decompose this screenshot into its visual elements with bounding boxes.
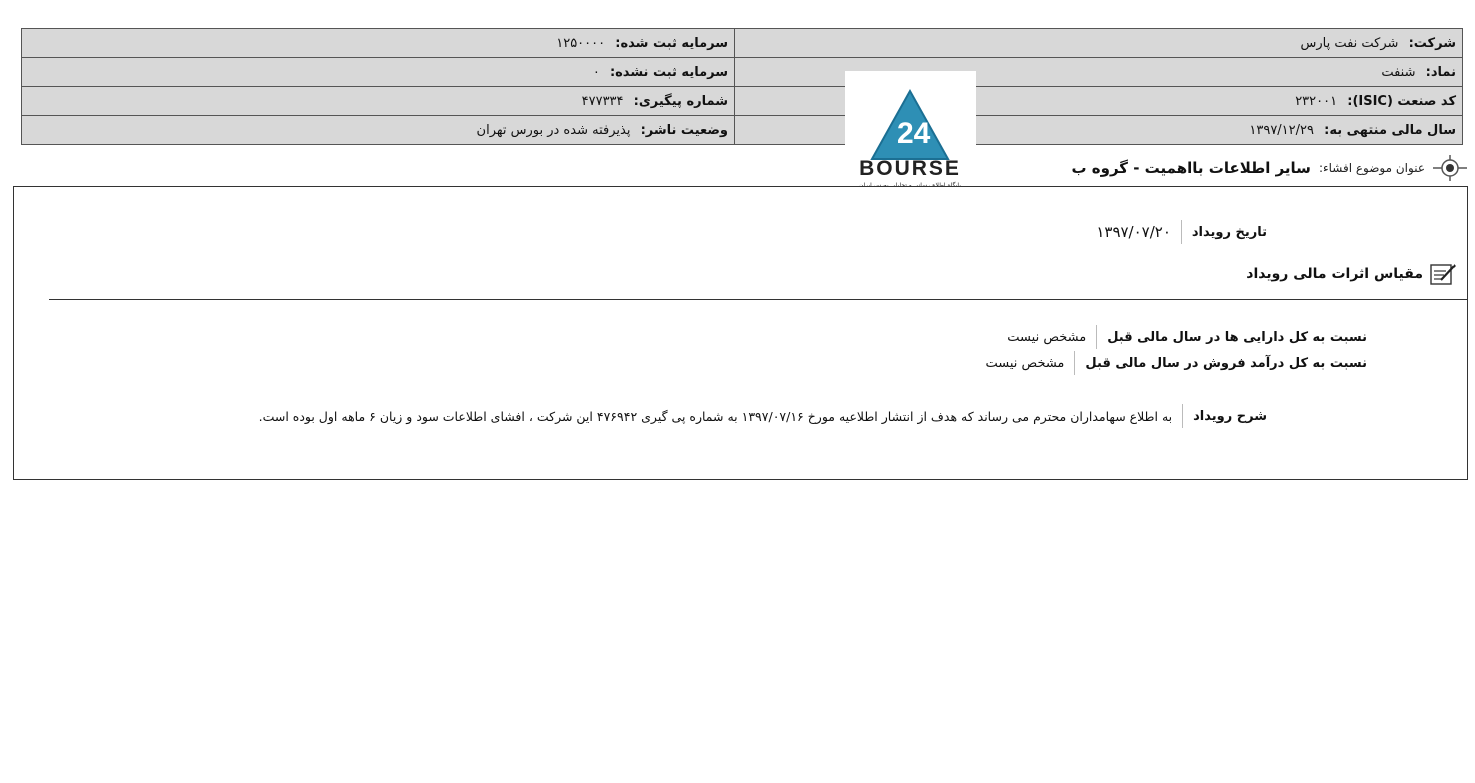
status-label: وضعیت ناشر: [640,122,728,138]
divider [1182,404,1183,428]
unregistered-capital-label: سرمایه ثبت نشده: [609,64,728,80]
info-row [22,116,1463,145]
isic-value: ۲۳۲۰۰۱ [1295,93,1338,109]
registered-capital-label: سرمایه ثبت شده: [615,35,728,51]
tracking-value: ۴۷۷۳۳۴ [581,93,624,109]
bourse24-logo-graphic [845,71,976,191]
registered-capital-value: ۱۲۵۰۰۰۰ [556,35,606,51]
logo-brand: BOURSE [859,157,961,180]
section-title-text: مقیاس اثرات مالی رویداد [1246,266,1423,282]
divider [1096,325,1097,349]
company-cell [735,29,1463,58]
assets-ratio-row [1007,325,1367,349]
status-cell [22,116,735,145]
revenue-ratio-label: نسبت به کل درآمد فروش در سال مالی قبل [1085,355,1367,371]
fiscal-value: ۱۳۹۷/۱۲/۲۹ [1249,122,1314,138]
status-value: پذیرفته شده در بورس تهران [476,122,631,138]
company-info-table [21,28,1463,145]
fiscal-cell [735,116,1463,145]
fiscal-label: سال مالی منتهی به: [1324,122,1456,138]
event-date-value: ۱۳۹۷/۰۷/۲۰ [1096,223,1171,241]
assets-ratio-value: مشخص نیست [1007,329,1087,345]
event-details-panel [13,186,1468,480]
divider [1181,220,1182,244]
assets-ratio-label: نسبت به کل دارایی ها در سال مالی قبل [1107,329,1367,345]
section-divider [49,299,1467,300]
event-date-label: تاریخ رویداد [1191,224,1267,240]
registered-capital-cell [22,29,735,58]
tracking-cell [22,87,735,116]
event-description-value: به اطلاع سهامداران محترم می رساند که هدف از انتشار اطلاعیه مورخ ۱۳۹۷/۰۷/۱۶ به شماره پی گیری ۴۷۶۹۴۲ این شرکت ، افشای اطلاعات سود و زیان ۶ ماهه اول بوده است. [258,408,1173,424]
financial-impact-section-title [1246,262,1457,286]
event-description-label: شرح رویداد [1193,408,1267,424]
info-row [22,87,1463,116]
event-date-row [1096,220,1267,244]
event-description-row [259,404,1267,428]
symbol-cell [735,58,1463,87]
logo-number: 24 [897,117,931,150]
info-row [22,58,1463,87]
edit-document-icon [1429,262,1457,286]
divider [1074,351,1075,375]
target-icon [1433,155,1467,181]
revenue-ratio-row [985,351,1367,375]
symbol-value: شنفت [1381,64,1416,80]
symbol-label: نماد: [1425,64,1456,80]
company-label: شرکت: [1408,35,1456,51]
bourse24-logo [845,71,976,191]
info-row [22,29,1463,58]
tracking-label: شماره پیگیری: [633,93,728,109]
unregistered-capital-value: ۰ [592,64,600,80]
company-value: شرکت نفت پارس [1300,35,1399,51]
subject-title: سایر اطلاعات بااهمیت - گروه ب [1071,159,1311,177]
revenue-ratio-value: مشخص نیست [985,355,1065,371]
isic-cell [735,87,1463,116]
isic-label: کد صنعت (ISIC): [1347,93,1456,109]
disclosure-subject [1071,154,1467,182]
unregistered-capital-cell [22,58,735,87]
subject-label: عنوان موضوع افشاء: [1318,161,1425,175]
